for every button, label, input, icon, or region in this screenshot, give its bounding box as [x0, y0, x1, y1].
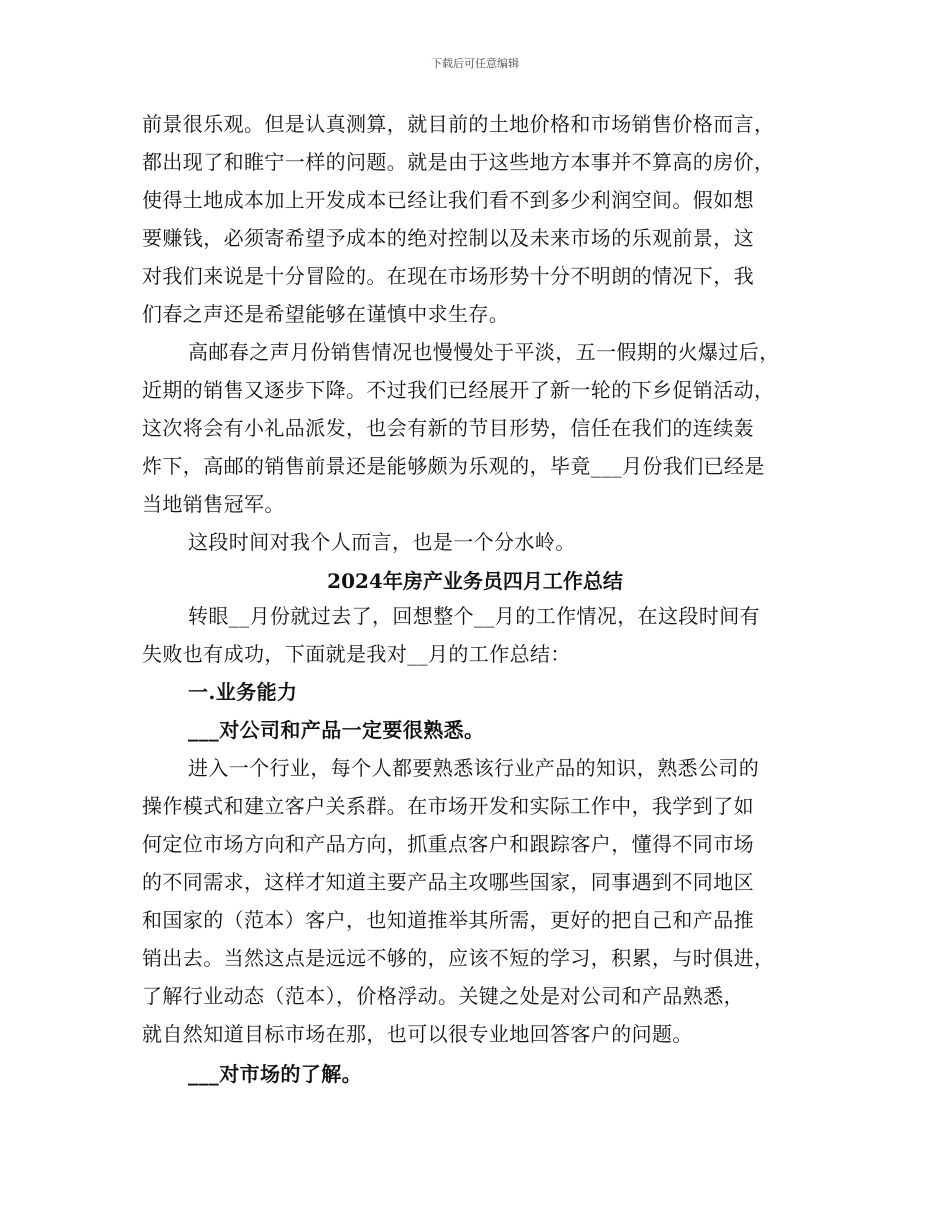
page-header: 下载后可任意编辑: [431, 57, 519, 70]
paragraph-line: 炸下，高邮的销售前景还是能够颇为乐观的，毕竟___月份我们已经是: [142, 454, 765, 478]
subheading-company-products: ___对公司和产品一定要很熟悉。: [188, 718, 485, 742]
paragraph-line: 的不同需求，这样才知道主要产品主攻哪些国家，同事遇到不同地区: [142, 870, 754, 894]
paragraph-line: 转眼__月份就过去了，回想整个__月的工作情况，在这段时间有: [188, 604, 760, 628]
paragraph-line: 使得土地成本加上开发成本已经让我们看不到多少利润空间。假如想: [142, 188, 754, 212]
paragraph-line: 对我们来说是十分冒险的。在现在市场形势十分不明朗的情况下，我: [142, 264, 754, 288]
paragraph-line: 失败也有成功，下面就是我对__月的工作总结：: [142, 642, 571, 666]
paragraph-line: 销出去。当然这点是远远不够的，应该不短的学习，积累，与时俱进，: [142, 946, 775, 970]
paragraph-line: 要赚钱，必须寄希望予成本的绝对控制以及未来市场的乐观前景，这: [142, 226, 754, 250]
section-title: 2024年房产业务员四月工作总结: [327, 569, 623, 593]
paragraph-line: 进入一个行业，每个人都要熟悉该行业产品的知识，熟悉公司的: [188, 756, 760, 780]
paragraph-line: 何定位市场方向和产品方向，抓重点客户和跟踪客户，懂得不同市场: [142, 832, 754, 856]
paragraph-line: 这段时间对我个人而言，也是一个分水岭。: [188, 530, 576, 554]
paragraph-line: 高邮春之声月份销售情况也慢慢处于平淡，五一假期的火爆过后，: [188, 340, 780, 364]
paragraph-line: 操作模式和建立客户关系群。在市场开发和实际工作中，我学到了如: [142, 794, 754, 818]
paragraph-line: 们春之声还是希望能够在谨慎中求生存。: [142, 302, 510, 326]
subheading-market-understanding: ___对市场的了解。: [188, 1062, 362, 1086]
paragraph-line: 和国家的（范本）客户，也知道推举其所需，更好的把自己和产品推: [142, 908, 754, 932]
heading-business-ability: 一.业务能力: [188, 680, 298, 704]
paragraph-line: 近期的销售又逐步下降。不过我们已经展开了新一轮的下乡促销活动，: [142, 378, 775, 402]
paragraph-line: 前景很乐观。但是认真测算，就目前的土地价格和市场销售价格而言，: [142, 112, 775, 136]
paragraph-line: 了解行业动态（范本），价格浮动。关键之处是对公司和产品熟悉，: [142, 984, 744, 1008]
paragraph-line: 就自然知道目标市场在那，也可以很专业地回答客户的问题。: [142, 1022, 693, 1046]
paragraph-line: 当地销售冠军。: [142, 492, 285, 516]
paragraph-line: 这次将会有小礼品派发，也会有新的节目形势，信任在我们的连续轰: [142, 416, 754, 440]
paragraph-line: 都出现了和睢宁一样的问题。就是由于这些地方本事并不算高的房价，: [142, 150, 775, 174]
